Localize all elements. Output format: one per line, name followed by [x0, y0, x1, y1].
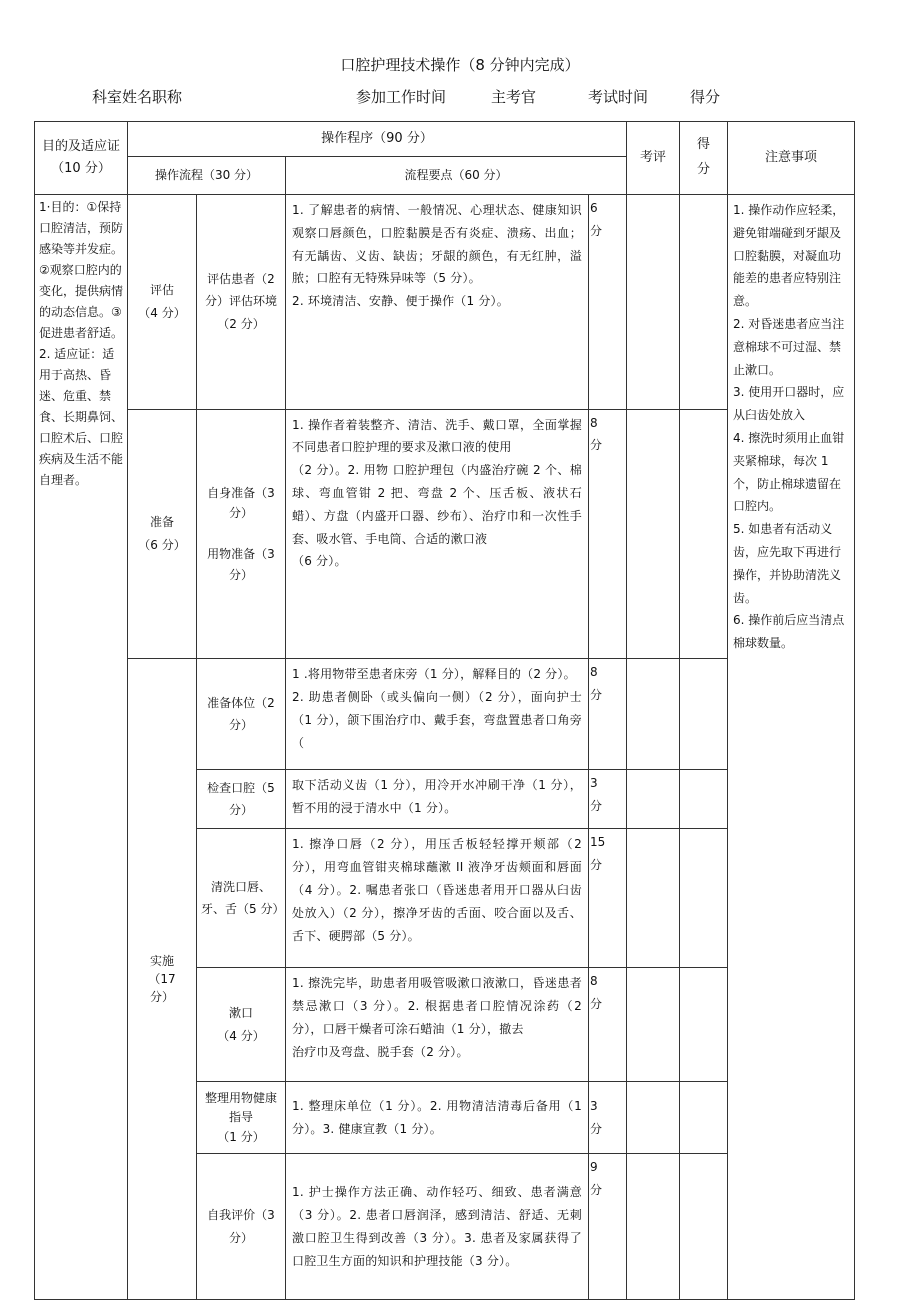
section-prepare: 准备 （6 分） — [128, 409, 197, 659]
points-assess: 1. 了解患者的病情、一般情况、心理状态、健康知识观察口唇颜色，口腔黏膜是否有炎症、溃疡、出血；有无龋齿、义齿、缺齿；牙龈的颜色，有无红肿，溢脓；口腔有无特殊异味等（5 分）。 2. 环境清洁、安静、便于操作（1 分）。 — [286, 195, 589, 410]
review-cell[interactable] — [627, 659, 680, 770]
points-position: 1 .将用物带至患者床旁（1 分），解释目的（2 分）。 2. 助患者侧卧（或头偏向一侧）（2 分），面向护士（1 分），颌下围治疗巾、戴手套，弯盘置患者口角旁（ — [286, 659, 589, 770]
points-clean: 1. 擦净口唇（2 分），用压舌板轻轻撑开颊部（2 分），用弯血管钳夹棉球蘸漱 II 液净牙齿颊面和唇面（4 分）。2. 嘱患者张口（昏迷患者用开口器从臼齿处放入）（2 分），擦净牙齿的舌面、咬合面以及舌、舌下、硬腭部（5 分）。 — [286, 829, 589, 968]
section-implement: 实施 （17 分） — [128, 659, 197, 1300]
review-cell[interactable] — [627, 770, 680, 829]
review-cell[interactable] — [627, 1154, 680, 1300]
points-evaluate: 1. 护士操作方法正确、动作轻巧、细致、患者满意（3 分）。2. 患者口唇润泽，感到清洁、舒适、无刺激口腔卫生得到改善（3 分）。3. 患者及家属获得了口腔卫生方面的知识和护理技能（3 分）。 — [286, 1154, 589, 1300]
header-dept-name-title: 科室姓名职称 — [92, 88, 183, 106]
score-assess: 6 分 — [589, 195, 627, 410]
score-position: 8 分 — [589, 659, 627, 770]
flow-clean: 清洗口唇、牙、舌（5 分） — [197, 829, 286, 968]
score-rinse: 8 分 — [589, 968, 627, 1082]
header-procedure: 操作程序（90 分） — [128, 122, 627, 157]
score-cell[interactable] — [680, 195, 728, 410]
flow-prepare: 自身准备（3 分） 用物准备（3 分） — [197, 409, 286, 659]
review-cell[interactable] — [627, 409, 680, 659]
header-points: 流程要点（60 分） — [286, 157, 627, 195]
score-cell[interactable] — [680, 770, 728, 829]
score-cell[interactable] — [680, 409, 728, 659]
review-cell[interactable] — [627, 968, 680, 1082]
score-tidy: 3 分 — [589, 1082, 627, 1154]
header-purpose: 目的及适应证（10 分） — [35, 122, 128, 195]
score-cell[interactable] — [680, 968, 728, 1082]
page-title: 口腔护理技术操作（8 分钟内完成） — [340, 56, 580, 74]
flow-rinse: 漱口 （4 分） — [197, 968, 286, 1082]
notes-blank — [728, 659, 855, 1300]
header-score-col: 得分 — [680, 122, 728, 195]
header-notes: 注意事项 — [728, 122, 855, 195]
header-flow: 操作流程（30 分） — [128, 157, 286, 195]
header-score: 得分 — [690, 88, 721, 106]
header-work-time: 参加工作时间 — [356, 88, 447, 106]
notes-text: 1. 操作动作应轻柔，避免钳端碰到牙龈及口腔黏膜，对凝血功能差的患者应特别注意。 2. 对昏迷患者应当注意棉球不可过湿、禁止漱口。 3. 使用开口器时，应从臼齿处放入 4. 擦洗时须用止血钳夹紧棉球，每次 1 个，防止棉球遗留在口腔内。 5. 如患者有活动义齿，应先取下再进行操作，并协助清洗义齿。 6. 操作前后应当清点棉球数量。 — [728, 195, 855, 659]
score-prepare: 8 分 — [589, 409, 627, 659]
header-exam-time: 考试时间 — [588, 88, 649, 106]
flow-evaluate: 自我评价（3 分） — [197, 1154, 286, 1300]
flow-tidy: 整理用物健康指导 （1 分） — [197, 1082, 286, 1154]
purpose-indication: 2. 适应证：适用于高热、昏迷、危重、禁食、长期鼻饲、口腔术后、口腔疾病及生活不能自理者。 — [39, 347, 124, 487]
score-cell[interactable] — [680, 1154, 728, 1300]
procedure-table — [34, 121, 855, 1300]
score-clean: 15 分 — [589, 829, 627, 968]
review-cell[interactable] — [627, 1082, 680, 1154]
points-tidy: 1. 整理床单位（1 分）。2. 用物清洁清毒后备用（1 分）。3. 健康宣教（1 分）。 — [286, 1082, 589, 1154]
header-review: 考评 — [627, 122, 680, 195]
review-cell[interactable] — [627, 829, 680, 968]
flow-check: 检查口腔（5 分） — [197, 770, 286, 829]
section-assess: 评估 （4 分） — [128, 195, 197, 410]
score-cell[interactable] — [680, 1082, 728, 1154]
points-check: 取下活动义齿（1 分），用冷开水冲刷干净（1 分），暂不用的浸于清水中（1 分）。 — [286, 770, 589, 829]
score-check: 3 分 — [589, 770, 627, 829]
score-cell[interactable] — [680, 829, 728, 968]
purpose-text — [35, 195, 128, 659]
score-cell[interactable] — [680, 659, 728, 770]
score-evaluate: 9 分 — [589, 1154, 627, 1300]
purpose-goal: 1·目的：①保持口腔清洁，预防感染等并发症。②观察口腔内的变化，提供病情的动态信息。③促进患者舒适。 — [39, 200, 124, 340]
flow-position: 准备体位（2 分） — [197, 659, 286, 770]
header-examiner: 主考官 — [491, 88, 537, 106]
points-prepare: 1. 操作者着装整齐、清洁、洗手、戴口罩，全面掌握不同患者口腔护理的要求及漱口液的使用 （2 分）。2. 用物 口腔护理包（内盛治疗碗 2 个、棉球、弯血管钳 2 把、弯盘 2 个、压舌板、液状石蜡）、方盘（内盛开口器、纱布）、治疗巾和一次性手套、吸水管、手电筒、合适的漱口液 （6 分）。 — [286, 409, 589, 659]
points-rinse: 1. 擦洗完毕，助患者用吸管吸漱口液漱口，昏迷患者禁忌漱口（3 分）。2. 根据患者口腔情况涂药（2 分），口唇干燥者可涂石蜡油（1 分），撤去 治疗巾及弯盘、脱手套（2 分）。 — [286, 968, 589, 1082]
review-cell[interactable] — [627, 195, 680, 410]
purpose-blank — [35, 659, 128, 1300]
flow-assess: 评估患者（2 分）评估环境（2 分） — [197, 195, 286, 410]
